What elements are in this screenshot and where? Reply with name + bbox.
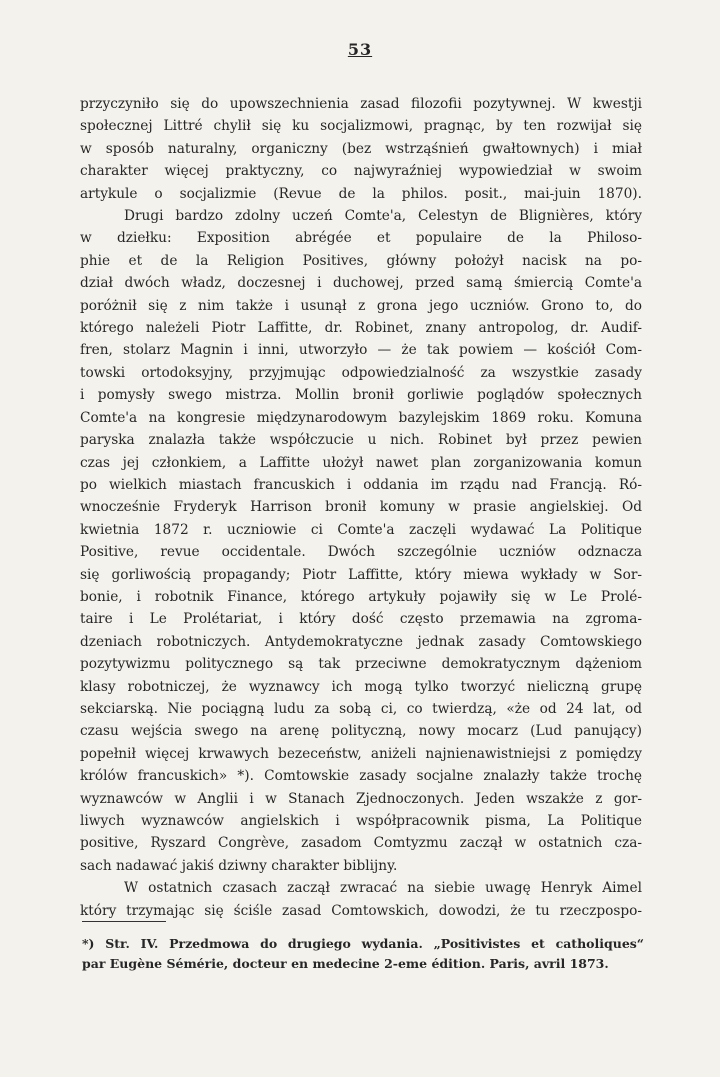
text-line: pozytywizmu politycznego są tak przeciwne demokratycznym dążeniom (80, 656, 642, 673)
text-line: sach nadawać jakiś dziwny charakter biblijny. (80, 857, 398, 874)
body-text (80, 93, 642, 922)
page-number: 53 (347, 40, 373, 59)
text-line: Comte'a na kongresie międzynarodowym bazylejskim 1869 roku. Komuna (80, 409, 642, 426)
text-line: sekciarską. Nie pociągną ludu za sobą ci, co twierdzą, «że od 24 lat, od (80, 700, 642, 717)
text-line: Drugi bardzo zdolny uczeń Comte'a, Celestyn de Blignières, który (124, 208, 642, 225)
text-line: społecznej Littré chylił się ku socjalizmowi, pragnąc, by ten rozwijał się (80, 118, 642, 135)
text-line: który trzymając się ściśle zasad Comtowskich, dowodzi, że tu rzeczpospo- (80, 902, 642, 919)
text-line: bonie, i robotnik Finance, którego artykuły pojawiły się w Le Prolé- (80, 588, 642, 605)
text-line: wyznawców w Anglii i w Stanach Zjednoczonych. Jeden wszakże z gor- (80, 790, 642, 807)
text-line: w sposób naturalny, organiczny (bez wstrząśnień gwałtownych) i miał (80, 140, 642, 157)
text-line: wnocześnie Fryderyk Harrison bronił komuny w prasie angielskiej. Od (80, 499, 642, 516)
text-line: towski ortodoksyjny, przyjmując odpowiedzialność za wszystkie zasady (80, 364, 642, 381)
text-line: w dziełku: Exposition abrégée et populaire de la Philoso- (80, 230, 642, 247)
footnote-divider (82, 921, 166, 922)
text-line: dział dwóch władz, doczesnej i duchowej, przed samą śmiercią Comte'a (80, 275, 642, 292)
text-line: po wielkich miastach francuskich i oddania im rządu nad Francją. Ró- (80, 476, 642, 493)
text-line: królów francuskich» *). Comtowskie zasady socjalne znalazły także trochę (80, 768, 642, 785)
text-line: którego należeli Piotr Laffitte, dr. Robinet, znany antropolog, dr. Audif- (80, 320, 642, 337)
text-line: positive, Ryszard Congrève, zasadom Comtyzmu zaczął w ostatnich cza- (80, 835, 642, 852)
text-line: dzeniach robotniczych. Antydemokratyczne jednak zasady Comtowskiego (80, 633, 642, 650)
text-line: phie et de la Religion Positives, główny położył nacisk na po- (80, 252, 642, 269)
text-line: fren, stolarz Magnin i inni, utworzyło — że tak powiem — kościół Com- (80, 342, 642, 359)
text-line: popełnił więcej krwawych bezeceństw, aniżeli najnienawistniejsi z pomiędzy (80, 745, 642, 762)
text-line: przyczyniło się do upowszechnienia zasad filozofii pozytywnej. W kwestji (80, 96, 642, 112)
footnote-line: par Eugène Sémérie, docteur en medecine 2-eme édition. Paris, avril 1873. (82, 956, 609, 971)
text-line: liwych wyznawców angielskich i współpracownik pisma, La Politique (80, 813, 642, 829)
text-line: Positive, revue occidentale. Dwóch szczególnie uczniów odznacza (80, 544, 642, 561)
text-line: paryska znalazła także współczucie u nich. Robinet był przez pewien (80, 432, 642, 449)
text-line: taire i Le Prolétariat, i który dość często przemawia na zgroma- (80, 611, 642, 628)
text-line: i pomysły swego mistrza. Mollin bronił gorliwie poglądów społecznych (80, 387, 642, 404)
text-line: czasu wejścia swego na arenę polityczną, nowy mocarz (Lud panujący) (80, 723, 642, 740)
text-line: czas jej członkiem, a Laffitte ułożył nawet plan zorganizowania komun (80, 454, 642, 471)
text-line: artykule o socjalizmie (Revue de la philos. posit., mai-juin 1870). (80, 185, 642, 202)
text-line: klasy robotniczej, że wyznawcy ich mogą tylko tworzyć nieliczną grupę (80, 678, 642, 695)
text-line: W ostatnich czasach zaczął zwracać na siebie uwagę Henryk Aimel (124, 880, 642, 897)
text-line: charakter więcej praktyczny, co najwyraźniej wypowiedział w swoim (80, 163, 642, 180)
footnote-line: *) Str. IV. Przedmowa do drugiego wydania. „Positivistes et catholiques“ (82, 936, 644, 951)
text-line: się gorliwością propagandy; Piotr Laffitte, który miewa wykłady w Sor- (80, 566, 642, 583)
footnote (82, 934, 644, 974)
text-line: poróżnił się z nim także i usunął z grona jego uczniów. Grono to, do (80, 297, 642, 314)
text-line: kwietnia 1872 r. uczniowie ci Comte'a zaczęli wydawać La Politique (80, 521, 642, 538)
